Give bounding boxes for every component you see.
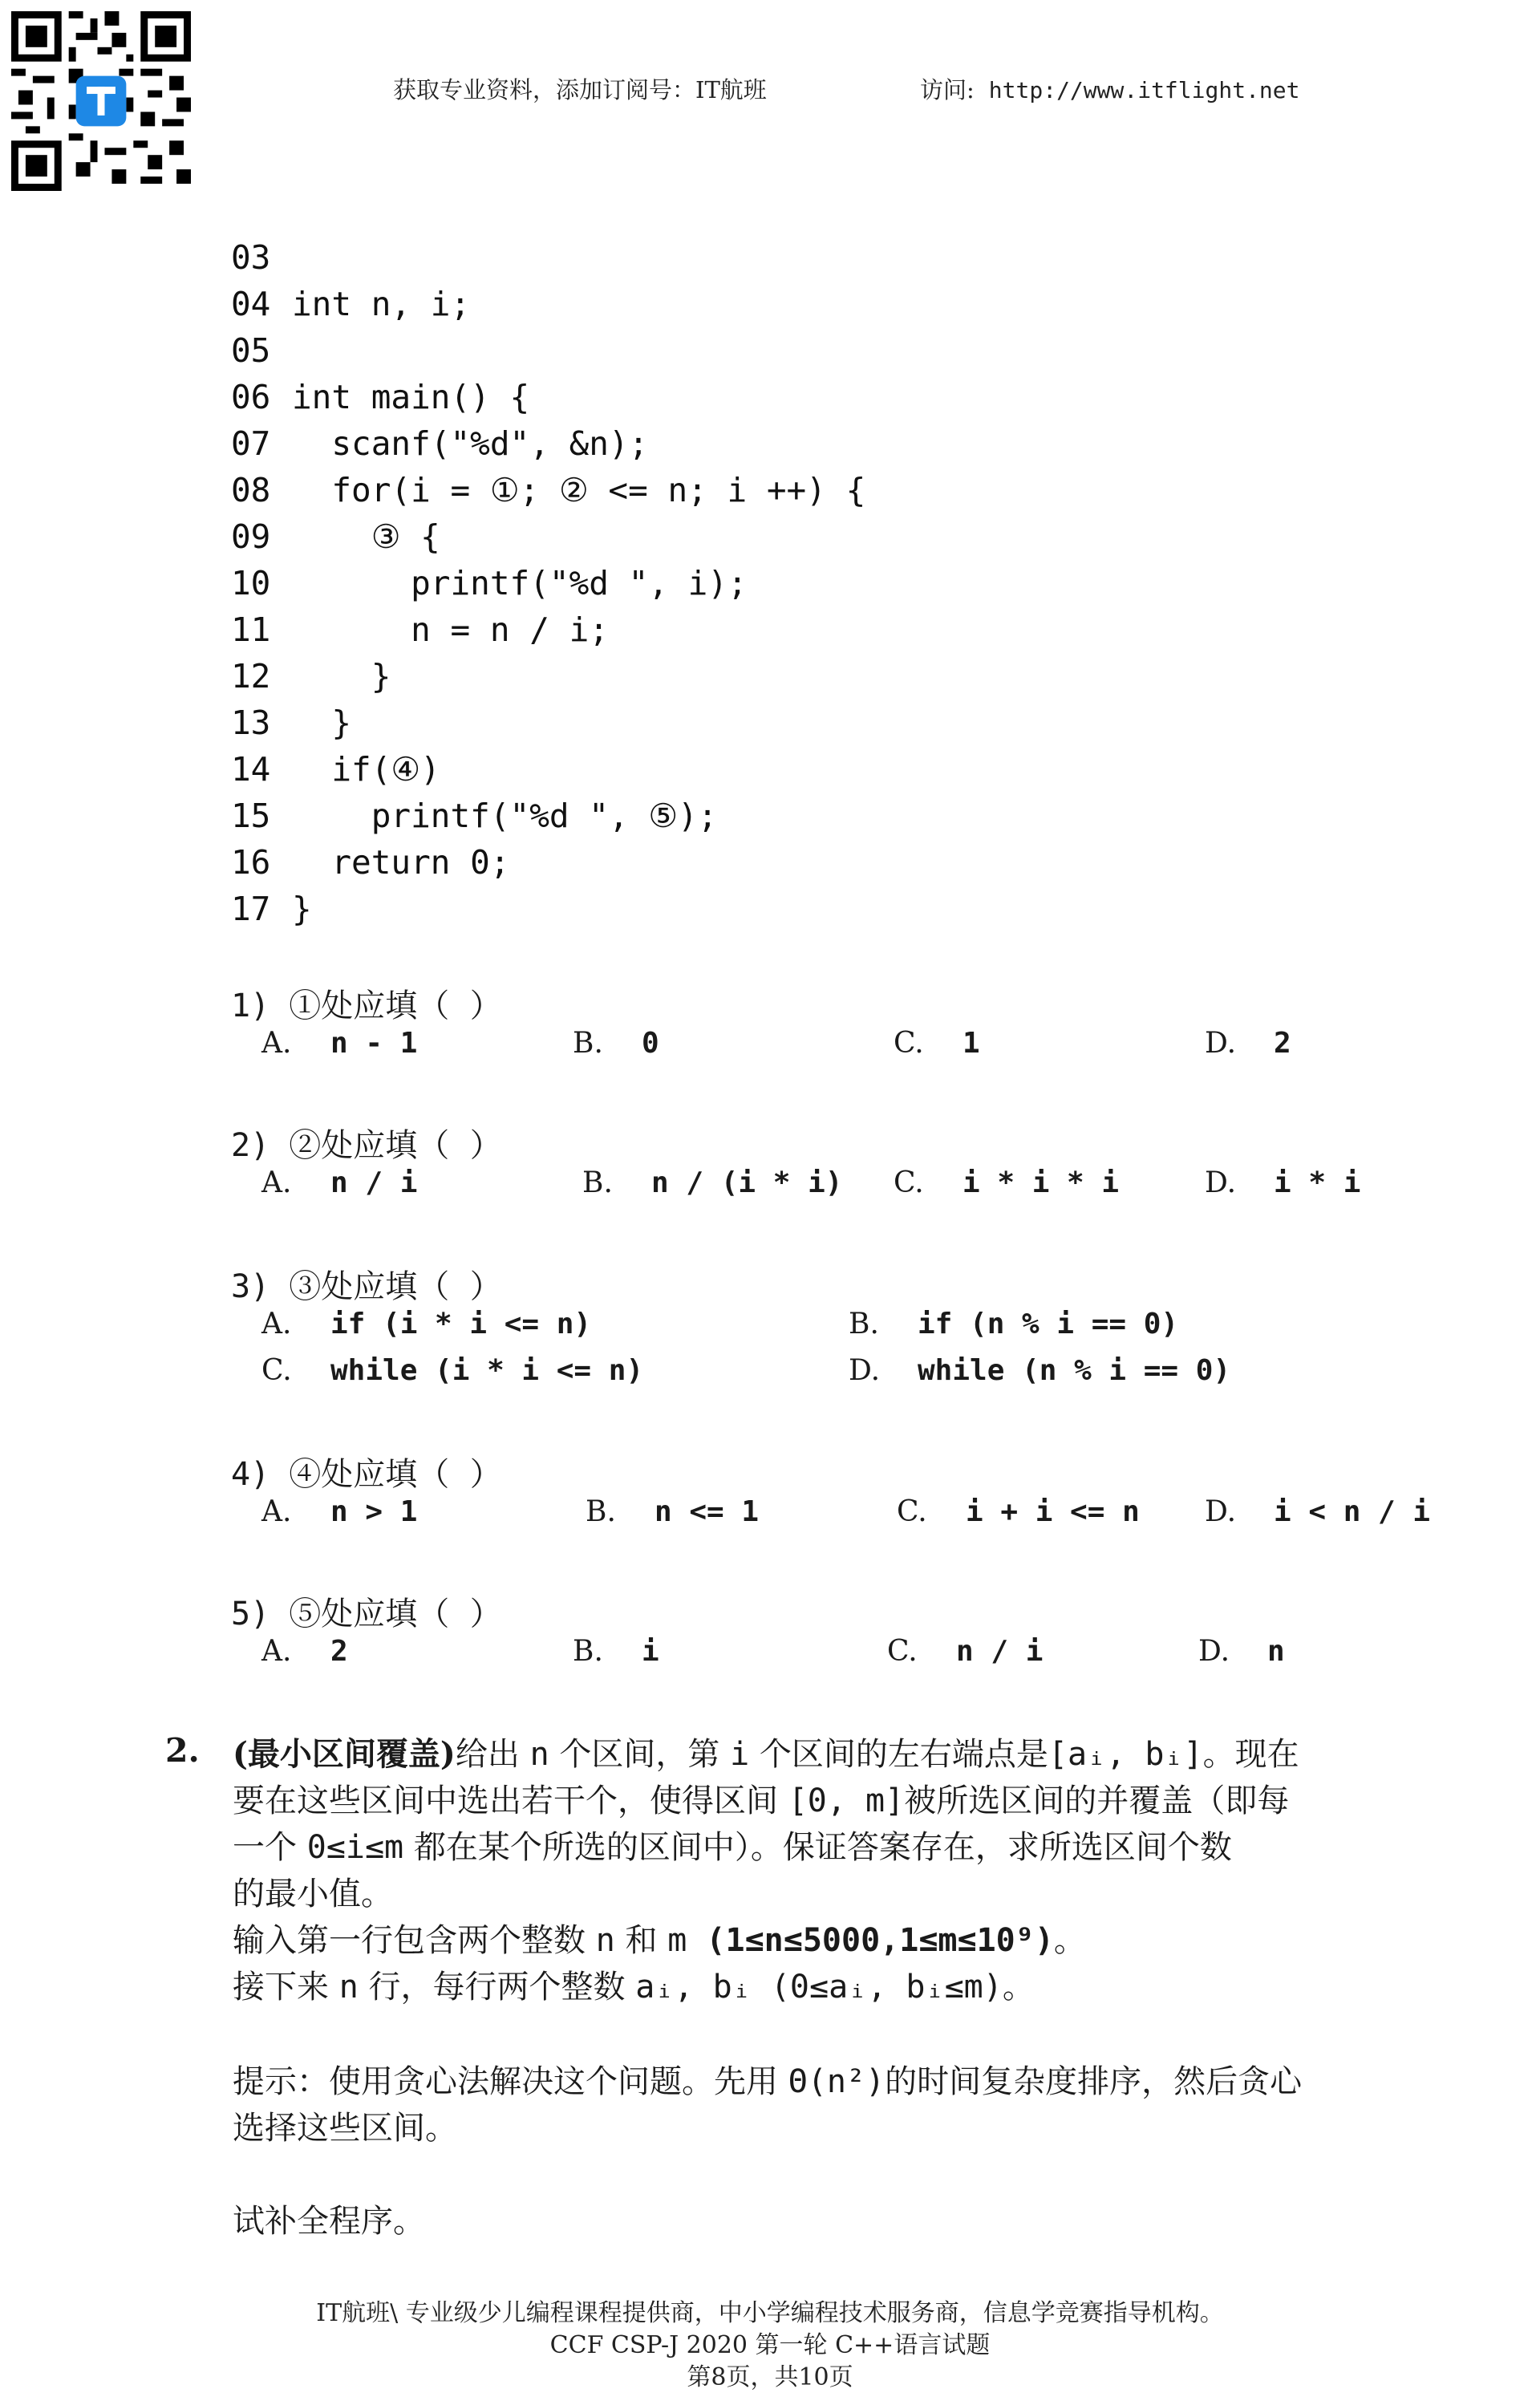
option-b[interactable] [573, 1027, 659, 1060]
problem-line-5 [233, 1917, 1086, 1964]
question-title [231, 980, 502, 1026]
problem-line-3 [233, 1824, 1232, 1871]
problem-hint-2: 选择这些区间。 [233, 2110, 457, 2147]
question-prompt: ②处应填（ ） [289, 1127, 502, 1164]
text: 行，每行两个整数 [358, 1969, 636, 2006]
option-letter: C. [897, 1495, 927, 1528]
option-letter: B. [586, 1495, 616, 1528]
complexity: Θ(n²) [788, 2063, 886, 2100]
line-number: 16 [231, 843, 271, 882]
code-text: int main() { [292, 378, 530, 416]
option-value: 2 [1274, 1027, 1291, 1060]
option-b[interactable] [849, 1308, 1178, 1340]
option-letter: C. [887, 1635, 918, 1668]
code-line [231, 886, 312, 932]
line-number: 14 [231, 750, 271, 789]
text: 被所选区间的并覆盖（即每 [904, 1782, 1290, 1819]
option-c[interactable] [894, 1166, 1119, 1199]
option-letter: D. [1198, 1635, 1230, 1668]
code-line [231, 327, 292, 374]
line-number: 03 [231, 238, 271, 277]
problem-number: 2. [165, 1731, 200, 1770]
text: 要在这些区间中选出若干个，使得区间 [233, 1782, 788, 1819]
option-value: i < n / i [1274, 1495, 1431, 1528]
option-value: while (n % i == 0) [918, 1354, 1231, 1387]
text: 输入第一行包含两个整数 [233, 1922, 596, 1959]
text: 给出 [455, 1736, 530, 1773]
option-b[interactable] [582, 1166, 842, 1199]
question-number: 3) [231, 1268, 270, 1305]
question-title [231, 1449, 502, 1495]
problem-title: (最小区间覆盖) [233, 1735, 456, 1773]
page-header [0, 72, 1540, 107]
text: 个区间，第 [549, 1736, 731, 1773]
var-n: n [529, 1736, 549, 1773]
footer-line-2: CCF CSP-J 2020 第一轮 C++语言试题 [549, 2331, 991, 2359]
text: 都在某个所选的区间中）。保证答案存在，求所选区间个数 [403, 1829, 1232, 1866]
option-d[interactable] [1205, 1027, 1291, 1060]
option-value: 0 [642, 1027, 659, 1060]
option-d[interactable] [849, 1354, 1230, 1387]
text: 的时间复杂度排序，然后贪心 [885, 2063, 1303, 2100]
question-number: 1) [231, 988, 270, 1024]
option-c[interactable] [897, 1495, 1140, 1528]
line-number: 09 [231, 517, 271, 556]
line-number: 07 [231, 424, 271, 463]
header-visit [920, 72, 1300, 105]
question-number: 5) [231, 1596, 270, 1632]
option-b[interactable] [573, 1635, 659, 1668]
question-prompt: ①处应填（ ） [289, 988, 502, 1024]
code-line [231, 606, 609, 653]
option-letter: D. [1205, 1166, 1237, 1199]
question-prompt: ③处应填（ ） [289, 1268, 502, 1305]
option-b[interactable] [586, 1495, 759, 1528]
problem-line-4: 的最小值。 [233, 1876, 393, 1912]
problem-line-2 [233, 1778, 1289, 1824]
option-value: n / i [956, 1635, 1044, 1668]
option-a[interactable] [261, 1635, 348, 1668]
option-letter: D. [849, 1354, 881, 1387]
option-value: i [642, 1635, 659, 1668]
problem-hint-1 [233, 2058, 1302, 2105]
code-text: if(④) [292, 750, 440, 789]
option-value: while (i * i <= n) [330, 1354, 644, 1387]
line-number: 17 [231, 890, 271, 928]
code-text: ③ { [292, 517, 440, 556]
code-text: } [292, 890, 312, 928]
option-value: i + i <= n [966, 1495, 1140, 1528]
option-letter: C. [261, 1354, 292, 1387]
question-prompt: ④处应填（ ） [289, 1456, 502, 1493]
text: 。现在 [1202, 1736, 1299, 1773]
text: 个区间的左右端点是 [749, 1736, 1048, 1773]
option-letter: A. [261, 1308, 292, 1340]
text: 和 [614, 1922, 668, 1959]
option-letter: B. [582, 1166, 613, 1199]
code-line [231, 746, 440, 793]
text: 提示：使用贪心法解决这个问题。先用 [233, 2063, 788, 2100]
interval-ai-bi: [aᵢ, bᵢ] [1048, 1736, 1203, 1773]
code-text: n = n / i; [292, 610, 609, 649]
line-number: 06 [231, 378, 271, 416]
code-line [231, 793, 717, 839]
text: 一个 [233, 1829, 307, 1866]
question-number: 4) [231, 1456, 270, 1493]
code-line [231, 653, 391, 700]
range-i: 0≤i≤m [306, 1829, 404, 1866]
code-text: int n, i; [292, 285, 471, 323]
option-letter: A. [261, 1166, 292, 1199]
code-line [231, 420, 648, 467]
option-d[interactable] [1198, 1635, 1285, 1668]
option-value: n <= 1 [654, 1495, 760, 1528]
footer-line-1: IT航班\ 专业级少儿编程课程提供商，中小学编程技术服务商，信息学竞赛指导机构。 [316, 2299, 1224, 2327]
line-number: 04 [231, 285, 271, 323]
code-text: return 0; [292, 843, 510, 882]
code-text: scanf("%d", &n); [292, 424, 649, 463]
var-i: i [730, 1736, 750, 1773]
option-letter: A. [261, 1495, 292, 1528]
problem-line-6 [233, 1964, 1035, 2010]
code-text: printf("%d ", i); [292, 564, 748, 602]
option-a[interactable] [261, 1308, 591, 1340]
code-text: for(i = ①; ② <= n; i ++) { [292, 471, 866, 509]
option-value: 2 [330, 1635, 348, 1668]
constraints: (1≤n≤5000,1≤m≤10⁹) [687, 1922, 1054, 1959]
option-letter: B. [573, 1027, 603, 1060]
line-number: 13 [231, 704, 271, 742]
option-value: n / (i * i) [651, 1166, 843, 1199]
code-text: } [292, 704, 352, 742]
line-number: 05 [231, 331, 271, 370]
option-letter: A. [261, 1027, 292, 1060]
option-d[interactable] [1205, 1166, 1360, 1199]
option-letter: D. [1205, 1027, 1237, 1060]
question-prompt: ⑤处应填（ ） [289, 1596, 502, 1632]
code-line [231, 513, 440, 560]
header-visit-label: 访问: [920, 76, 975, 103]
option-c[interactable] [261, 1354, 643, 1387]
header-url-link[interactable]: http://www.itflight.net [988, 77, 1300, 103]
header-subscribe-text: 获取专业资料，添加订阅号：IT航班 [393, 76, 767, 103]
question-title [231, 1120, 502, 1166]
problem-instruction: 试补全程序。 [233, 2203, 425, 2240]
option-c[interactable] [894, 1027, 980, 1060]
interval-0-m: [0, m] [788, 1782, 905, 1819]
code-line [231, 560, 748, 606]
code-line [231, 234, 292, 281]
footer-page-number: 第8页，共10页 [687, 2363, 853, 2391]
option-c[interactable] [887, 1635, 1043, 1668]
code-line [231, 467, 865, 513]
var-n: n [595, 1922, 615, 1959]
line-number: 10 [231, 564, 271, 602]
text: 。 [1053, 1922, 1086, 1959]
option-letter: B. [573, 1635, 603, 1668]
text: 。 [1002, 1969, 1035, 2006]
code-line [231, 839, 510, 886]
option-value: 1 [962, 1027, 980, 1060]
option-value: n - 1 [330, 1027, 418, 1060]
option-a[interactable] [261, 1495, 417, 1528]
option-value: n > 1 [330, 1495, 418, 1528]
question-title [231, 1261, 502, 1307]
var-n: n [338, 1969, 359, 2006]
problem-line-1 [233, 1731, 1299, 1778]
option-d[interactable] [1205, 1495, 1430, 1528]
option-value: i * i * i [962, 1166, 1120, 1199]
option-letter: B. [849, 1308, 879, 1340]
line-number: 08 [231, 471, 271, 509]
option-letter: A. [261, 1635, 292, 1668]
question-number: 2) [231, 1127, 270, 1164]
option-letter: C. [894, 1166, 924, 1199]
code-line [231, 374, 529, 420]
option-value: n / i [330, 1166, 418, 1199]
input-constraints: aᵢ, bᵢ (0≤aᵢ, bᵢ≤m) [635, 1969, 1003, 2006]
code-text: printf("%d ", ⑤); [292, 797, 718, 835]
code-line [231, 700, 351, 746]
option-value: i * i [1274, 1166, 1361, 1199]
text: 接下来 [233, 1969, 339, 2006]
line-number: 11 [231, 610, 271, 649]
line-number: 15 [231, 797, 271, 835]
code-text: } [292, 657, 391, 696]
option-a[interactable] [261, 1166, 417, 1199]
option-value: if (n % i == 0) [918, 1308, 1179, 1340]
option-letter: C. [894, 1027, 924, 1060]
option-value: n [1267, 1635, 1285, 1668]
option-a[interactable] [261, 1027, 417, 1060]
question-title [231, 1588, 502, 1634]
line-number: 12 [231, 657, 271, 696]
var-m: m [667, 1922, 687, 1959]
code-line [231, 281, 470, 327]
option-letter: D. [1205, 1495, 1237, 1528]
option-value: if (i * i <= n) [330, 1308, 592, 1340]
